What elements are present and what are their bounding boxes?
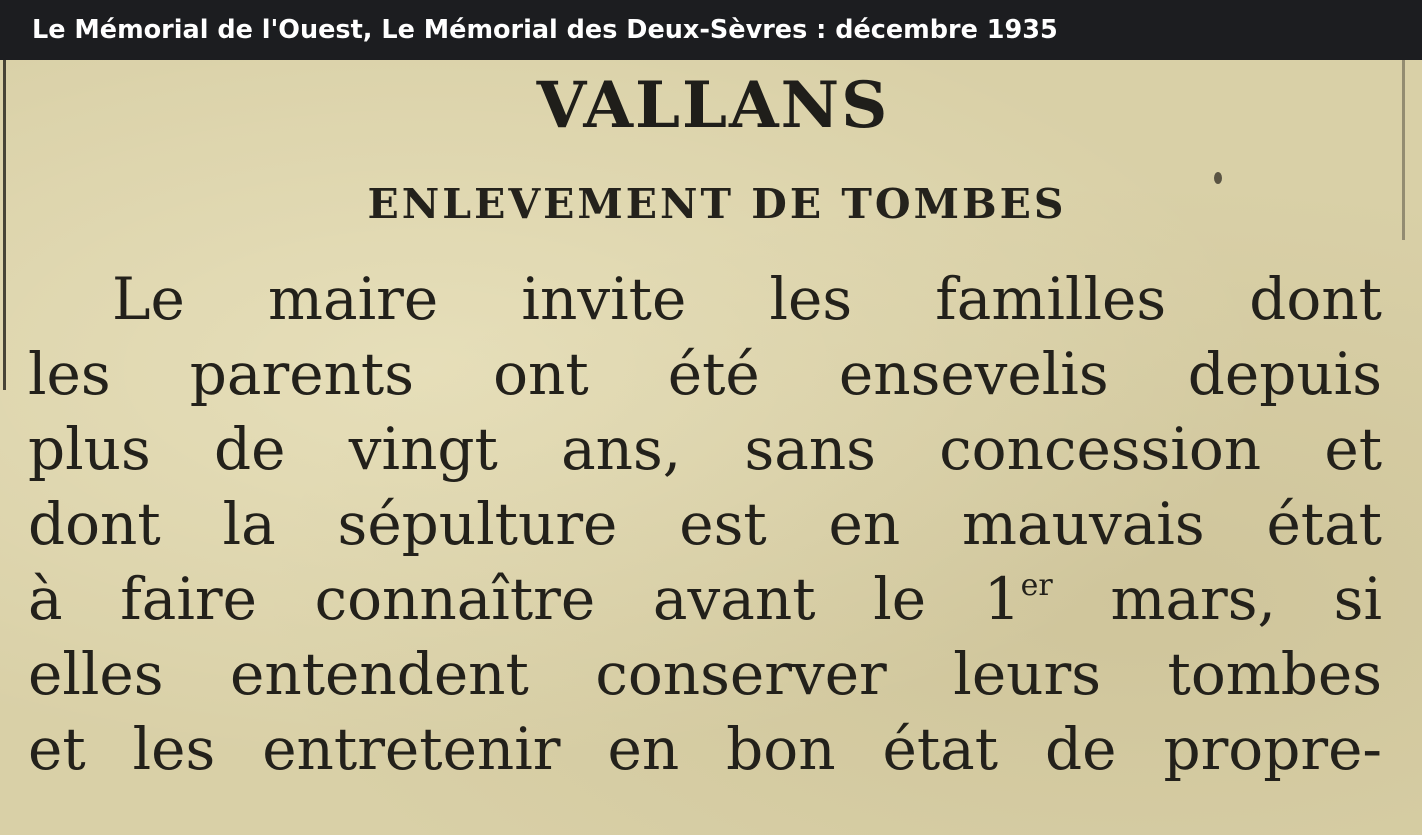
body-line: et les entretenir en bon état de propre- <box>28 715 1382 783</box>
article-subheadline: ENLEVEMENT DE TOMBES <box>367 180 1067 228</box>
body-line: dont la sépulture est en mauvais état <box>28 490 1382 558</box>
article-headline: VALLANS <box>536 68 890 143</box>
body-line-part: à faire connaître avant le 1 <box>28 565 1021 633</box>
body-line: plus de vingt ans, sans concession et <box>28 415 1382 483</box>
body-line-part: mars, si <box>1052 565 1382 633</box>
ordinal-superscript: er <box>1020 568 1053 603</box>
window-title-bar <box>0 0 1422 60</box>
window-title: Le Mémorial de l'Ouest, Le Mémorial des Deux-Sèvres : décembre 1935 <box>32 15 1058 45</box>
body-line <box>28 562 1382 637</box>
article-body <box>28 262 1382 787</box>
newspaper-clipping <box>0 60 1422 835</box>
body-line: Le maire invite les familles dont <box>112 265 1382 333</box>
body-line: les parents ont été ensevelis depuis <box>28 340 1382 408</box>
body-line: elles entendent conserver leurs tombes <box>28 640 1382 708</box>
